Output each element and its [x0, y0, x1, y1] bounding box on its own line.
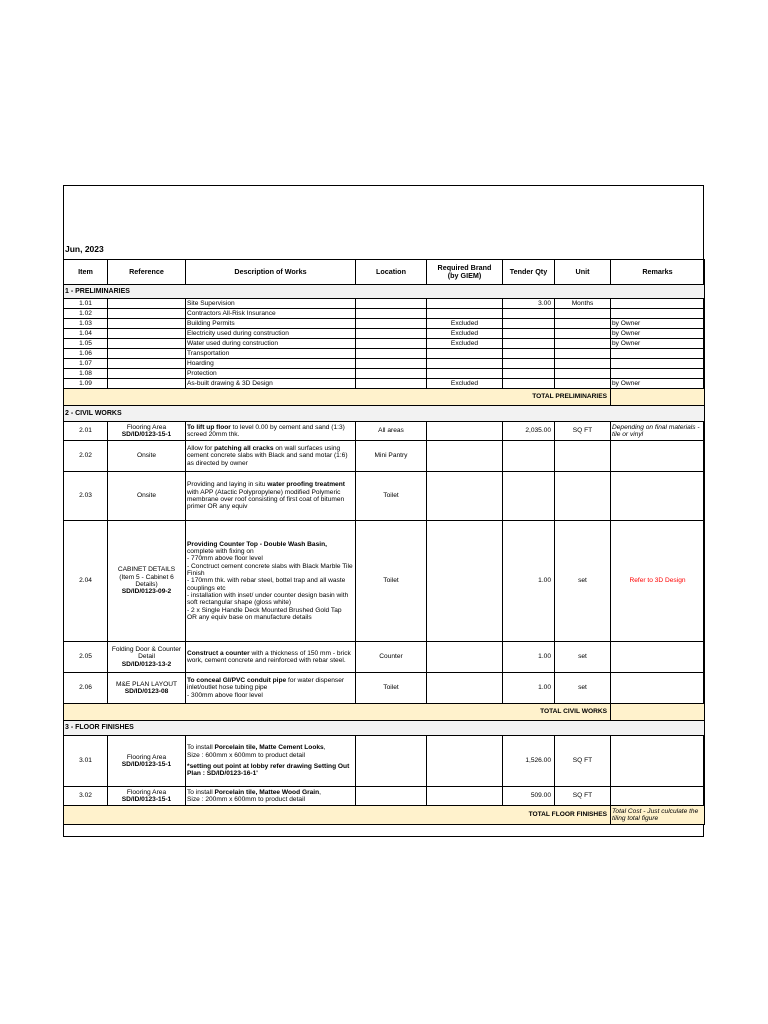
section-row — [64, 285, 705, 299]
description-prefix: Providing and laying in situ — [187, 481, 268, 489]
brand-cell — [427, 299, 503, 309]
brand-cell — [427, 642, 503, 673]
total-label: TOTAL CIVIL WORKS — [64, 704, 611, 721]
description-bold: Porcelain tile, Mattee Wood Grain — [214, 788, 320, 796]
item-number: 1.08 — [64, 369, 108, 379]
item-number: 2.06 — [64, 673, 108, 704]
unit-cell — [555, 329, 611, 339]
item-number: 1.04 — [64, 329, 108, 339]
unit-cell — [555, 441, 611, 472]
description-text: with APP (Atactic Polypropylene) modified Polymeric membrane over roof consisting of first coat of bitumen primer OR any equiv — [187, 488, 345, 511]
qty-cell: 509.00 — [503, 787, 555, 806]
location-cell — [356, 349, 427, 359]
unit-cell: SQ FT — [555, 787, 611, 806]
brand-cell — [427, 422, 503, 441]
brand-cell — [427, 472, 503, 521]
description-cell — [186, 673, 356, 704]
reference-cell — [108, 379, 186, 389]
qty-cell — [503, 329, 555, 339]
unit-cell — [555, 309, 611, 319]
description-text: to level 0.00 by cement and sand (1:3) screed 20mm thk. — [187, 423, 345, 438]
reference-detail: (Item 5 - Cabinet 6 Details) — [119, 573, 174, 588]
item-number: 1.07 — [64, 359, 108, 369]
remarks-cell — [611, 673, 705, 704]
description-bold: To conceal GI/PVC conduit pipe — [187, 677, 287, 685]
col-location: Location — [356, 260, 427, 285]
section-title: 3 - FLOOR FINISHES — [64, 721, 705, 736]
total-remarks — [611, 389, 705, 406]
reference-cell — [108, 673, 186, 704]
remarks-cell — [611, 642, 705, 673]
remarks-cell: Refer to 3D Design — [611, 521, 705, 642]
item-number: 1.03 — [64, 319, 108, 329]
description-text: Transportation — [187, 349, 230, 357]
brand-cell: Excluded — [427, 339, 503, 349]
brand-cell — [427, 787, 503, 806]
unit-cell — [555, 319, 611, 329]
location-cell: Toilet — [356, 521, 427, 642]
description-cell — [186, 441, 356, 472]
location-cell: Toilet — [356, 472, 427, 521]
reference-cell — [108, 521, 186, 642]
col-description: Description of Works — [186, 260, 356, 285]
item-number: 3.01 — [64, 736, 108, 787]
description-bold: To lift up floor — [187, 423, 231, 431]
total-label: TOTAL FLOOR FINISHES — [64, 806, 611, 825]
unit-cell: set — [555, 673, 611, 704]
location-cell — [356, 369, 427, 379]
item-number: 1.05 — [64, 339, 108, 349]
qty-cell: 1.00 — [503, 642, 555, 673]
header-row — [64, 260, 705, 285]
reference-cell — [108, 441, 186, 472]
location-cell: Counter — [356, 642, 427, 673]
table-row — [64, 422, 705, 441]
description-prefix: Allow for — [187, 445, 215, 453]
item-number: 2.01 — [64, 422, 108, 441]
brand-cell — [427, 673, 503, 704]
reference-label: Onsite — [136, 492, 157, 500]
qty-cell — [503, 349, 555, 359]
description-bold: Construct a counter — [187, 649, 250, 657]
brand-cell — [427, 369, 503, 379]
col-item: Item — [64, 260, 108, 285]
description-text: complete with fixing on - 770mm above floor level - Conctruct cement concrete slabs with Black Marble Tile Finish - 170mm thk. with rebar steel, bottel trap and all waste couplings etc - installation with inset/ under counter design basin with soft rectangular shape (gloss white) - 2 x Single Handle Deck Mounted Brushed Gold Tap OR any equiv base on manufacture details — [187, 548, 353, 621]
reference-cell — [108, 642, 186, 673]
total-row — [64, 704, 705, 721]
total-label: TOTAL PRELIMINARIES — [64, 389, 611, 406]
item-number: 1.09 — [64, 379, 108, 389]
remarks-cell — [611, 472, 705, 521]
unit-cell: Months — [555, 299, 611, 309]
brand-cell — [427, 309, 503, 319]
reference-cell — [108, 329, 186, 339]
description-cell — [186, 359, 356, 369]
description-cell — [186, 339, 356, 349]
remarks-cell — [611, 369, 705, 379]
unit-cell — [555, 379, 611, 389]
table-row — [64, 379, 705, 389]
unit-cell: set — [555, 521, 611, 642]
qty-cell: 1.00 — [503, 521, 555, 642]
section-title: 1 - PRELIMINARIES — [64, 285, 705, 299]
description-text: Site Supervision — [187, 299, 235, 307]
qty-cell: 3.00 — [503, 299, 555, 309]
unit-cell — [555, 339, 611, 349]
description-text: , Size : 600mm x 600mm to product detail — [187, 744, 326, 759]
item-number: 2.04 — [64, 521, 108, 642]
reference-cell — [108, 299, 186, 309]
description-cell — [186, 349, 356, 359]
brand-cell — [427, 736, 503, 787]
remarks-cell — [611, 359, 705, 369]
brand-cell — [427, 349, 503, 359]
reference-label: Onsite — [136, 452, 157, 460]
remarks-cell — [611, 787, 705, 806]
total-remarks: Total Cost - Just culculate the tiling total figure — [611, 806, 705, 825]
qty-cell — [503, 379, 555, 389]
location-cell — [356, 359, 427, 369]
brand-cell — [427, 521, 503, 642]
description-text: , Size : 200mm x 600mm to product detail — [187, 788, 322, 803]
location-cell — [356, 309, 427, 319]
description-text: for water dispenser inlet/outlet hose tubing pipe - 300mm above floor level — [187, 677, 345, 699]
location-cell — [356, 329, 427, 339]
reference-label: CABINET DETAILS — [117, 566, 176, 574]
unit-cell — [555, 349, 611, 359]
unit-cell — [555, 472, 611, 521]
description-note: *setting out point at lobby refer drawing Setting Out Plan : SD/ID/0123-16-1' — [187, 763, 350, 778]
description-cell — [186, 787, 356, 806]
col-remarks: Remarks — [611, 260, 705, 285]
description-cell — [186, 319, 356, 329]
location-cell — [356, 787, 427, 806]
item-number: 2.05 — [64, 642, 108, 673]
description-cell — [186, 736, 356, 787]
reference-code: SD/ID/0123-15-1 — [121, 431, 172, 438]
reference-label: Flooring Area — [126, 788, 167, 796]
location-cell: Mini Pantry — [356, 441, 427, 472]
description-text: with a thickness of 150 mm - brick work, cement concrete and reinforced with rebar steel. — [187, 649, 351, 664]
remarks-cell: by Owner — [611, 329, 705, 339]
reference-cell — [108, 319, 186, 329]
location-cell — [356, 299, 427, 309]
item-number: 3.02 — [64, 787, 108, 806]
section-title: 2 - CIVIL WORKS — [64, 406, 705, 422]
table-row — [64, 472, 705, 521]
description-cell — [186, 329, 356, 339]
description-bold: patching all cracks — [214, 445, 274, 453]
unit-cell: set — [555, 642, 611, 673]
description-text: on wall surfaces using cement concrete slabs with Black and sand motar (1:6) as directed by owner — [187, 445, 348, 467]
document-date: Jun, 2023 — [65, 244, 104, 254]
brand-cell: Excluded — [427, 329, 503, 339]
unit-cell — [555, 369, 611, 379]
total-remarks — [611, 704, 705, 721]
remarks-cell: by Owner — [611, 339, 705, 349]
col-brand: Required Brand (by GIEM) — [427, 260, 503, 285]
description-prefix: To install — [187, 788, 215, 796]
remarks-cell — [611, 309, 705, 319]
boq-table — [63, 259, 705, 825]
remarks-cell — [611, 736, 705, 787]
remarks-cell: by Owner — [611, 319, 705, 329]
description-text: Building Permits — [187, 319, 235, 327]
description-bold: Providing Counter Top - Double Wash Basin, — [187, 540, 327, 548]
item-number: 1.02 — [64, 309, 108, 319]
description-cell — [186, 422, 356, 441]
table-row — [64, 441, 705, 472]
item-number: 1.06 — [64, 349, 108, 359]
reference-cell — [108, 422, 186, 441]
reference-label: Flooring Area — [126, 423, 167, 431]
qty-cell — [503, 369, 555, 379]
reference-code: SD/ID/0123-09-2 — [121, 588, 172, 596]
qty-cell: 2,035.00 — [503, 422, 555, 441]
location-cell — [356, 319, 427, 329]
unit-cell: SQ FT — [555, 422, 611, 441]
description-text: Contractors All-Risk Insurance — [187, 309, 276, 317]
reference-label: Flooring Area — [126, 753, 167, 761]
col-reference: Reference — [108, 260, 186, 285]
item-number: 1.01 — [64, 299, 108, 309]
table-row — [64, 642, 705, 673]
total-row — [64, 389, 705, 406]
description-cell — [186, 309, 356, 319]
table-row — [64, 299, 705, 309]
item-number: 2.02 — [64, 441, 108, 472]
description-text: Hoarding — [187, 359, 214, 367]
remarks-cell — [611, 299, 705, 309]
description-cell — [186, 379, 356, 389]
table-row — [64, 359, 705, 369]
section-row — [64, 721, 705, 736]
brand-cell — [427, 359, 503, 369]
brand-cell: Excluded — [427, 379, 503, 389]
reference-code: SD/ID/0123-08 — [124, 688, 169, 695]
item-number: 2.03 — [64, 472, 108, 521]
location-cell — [356, 379, 427, 389]
reference-cell — [108, 339, 186, 349]
unit-cell — [555, 359, 611, 369]
description-text: Water used during construction — [187, 339, 279, 347]
description-bold: Porcelain tile, Matte Cement Looks — [214, 744, 324, 752]
reference-cell — [108, 787, 186, 806]
description-cell — [186, 299, 356, 309]
reference-cell — [108, 736, 186, 787]
col-qty: Tender Qty — [503, 260, 555, 285]
qty-cell — [503, 441, 555, 472]
reference-cell — [108, 369, 186, 379]
reference-label: M&E PLAN LAYOUT — [115, 680, 178, 688]
total-row — [64, 806, 705, 825]
reference-code: SD/ID/0123-15-1 — [121, 796, 172, 803]
col-unit: Unit — [555, 260, 611, 285]
description-cell — [186, 472, 356, 521]
reference-label: Folding Door & Counter Detail — [111, 646, 182, 661]
qty-cell — [503, 339, 555, 349]
reference-cell — [108, 472, 186, 521]
table-row — [64, 329, 705, 339]
remarks-cell — [611, 349, 705, 359]
reference-cell — [108, 309, 186, 319]
description-cell — [186, 521, 356, 642]
description-prefix: To install — [187, 744, 215, 752]
table-row — [64, 369, 705, 379]
table-row — [64, 521, 705, 642]
table-row — [64, 349, 705, 359]
table-row — [64, 736, 705, 787]
unit-cell: SQ FT — [555, 736, 611, 787]
qty-cell — [503, 319, 555, 329]
table-row — [64, 787, 705, 806]
section-row — [64, 406, 705, 422]
reference-code: SD/ID/0123-13-2 — [121, 660, 172, 668]
description-bold: water proofing treatment — [267, 481, 345, 489]
location-cell — [356, 339, 427, 349]
reference-code: SD/ID/0123-15-1 — [121, 761, 172, 768]
reference-cell — [108, 349, 186, 359]
qty-cell: 1.00 — [503, 673, 555, 704]
description-cell — [186, 369, 356, 379]
qty-cell: 1,526.00 — [503, 736, 555, 787]
description-text: As-built drawing & 3D Design — [187, 379, 273, 387]
brand-cell: Excluded — [427, 319, 503, 329]
location-cell: All areas — [356, 422, 427, 441]
remarks-cell: Depending on final materials - tile or vinyl — [611, 422, 705, 441]
qty-cell — [503, 472, 555, 521]
description-cell — [186, 642, 356, 673]
brand-cell — [427, 441, 503, 472]
description-text: Electricity used during construction — [187, 329, 289, 337]
table-row — [64, 319, 705, 329]
qty-cell — [503, 359, 555, 369]
description-text: Protection — [187, 369, 217, 377]
table-row — [64, 309, 705, 319]
qty-cell — [503, 309, 555, 319]
table-row — [64, 673, 705, 704]
table-row — [64, 339, 705, 349]
location-cell: Toilet — [356, 673, 427, 704]
location-cell — [356, 736, 427, 787]
remarks-cell: by Owner — [611, 379, 705, 389]
reference-cell — [108, 359, 186, 369]
remarks-cell — [611, 441, 705, 472]
